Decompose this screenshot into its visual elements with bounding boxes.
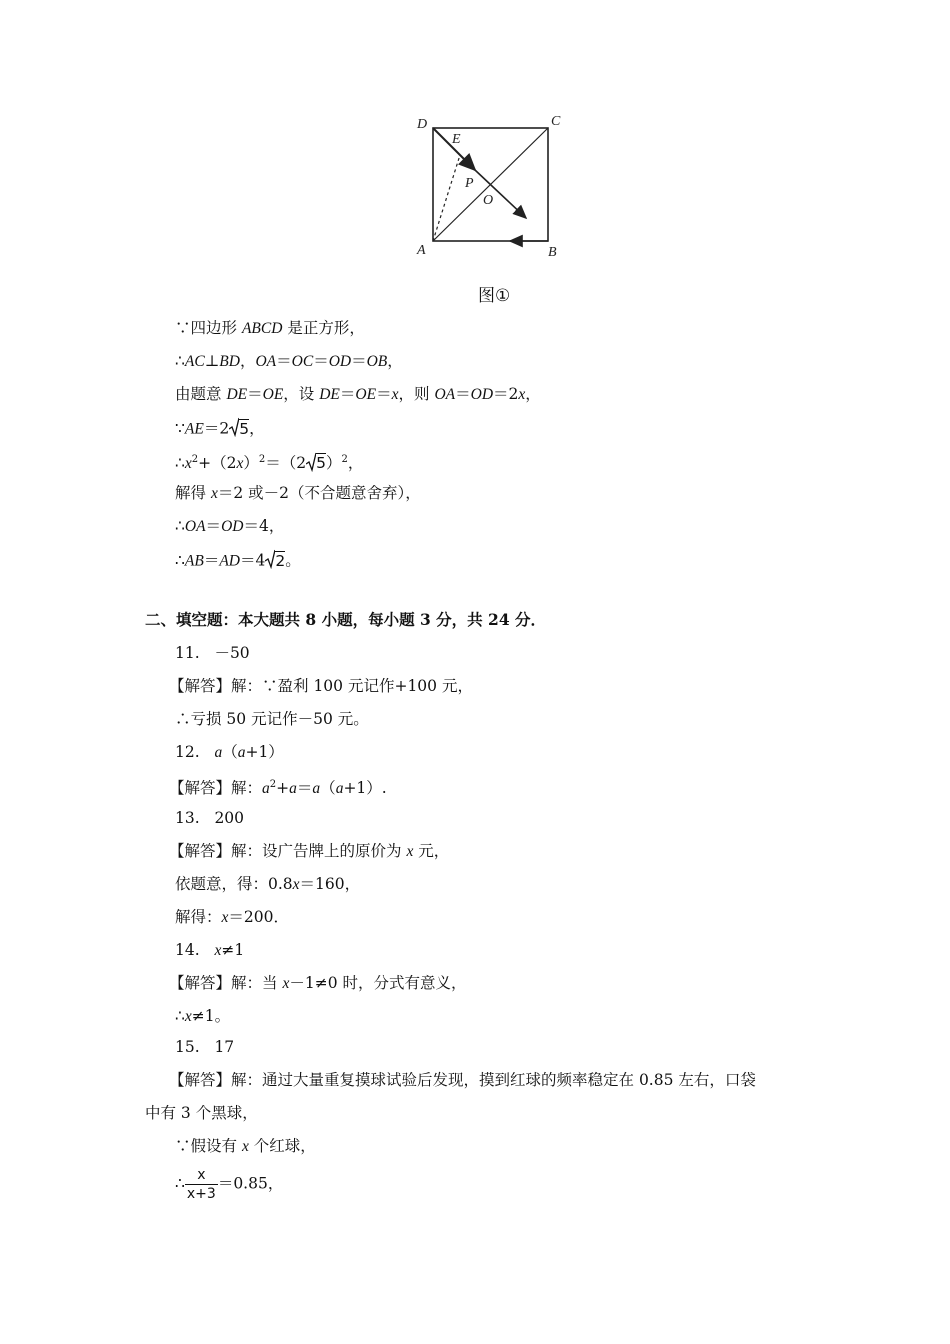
sqrt-sign-icon <box>265 549 275 574</box>
proof-line-5: $\therefore x^2+(2x)^2=(2$ 5）$^2$， <box>175 450 363 477</box>
q15-solution-1: 【解答】解：通过大量重复摸球试验后发现，摸到红球的频率稳定在 0.85 左右，口袋 <box>169 1071 756 1089</box>
q12-solution: 【解答】解：$a^2+a=a(a+1)$. <box>169 779 387 797</box>
q12-answer: 12. a（a+1） <box>175 743 284 761</box>
label-p: P <box>465 176 474 191</box>
q15-answer: 15. 17 <box>175 1038 235 1056</box>
figure-caption: 图① <box>478 286 511 306</box>
square-diagram <box>405 108 575 268</box>
q15-solution-2: ∵假设有 x 个红球， <box>175 1137 316 1155</box>
label-b: B <box>548 245 557 260</box>
proof-line-3: 由题意 DE＝OE，设 DE＝OE＝x，则 OA＝OD＝2x， <box>175 385 541 403</box>
label-e: E <box>452 132 461 147</box>
section-heading: 二、填空题：本大题共 8 小题，每小题 3 分，共 24 分． <box>145 610 547 629</box>
q13-solution-3: 解得：x＝200． <box>175 908 289 926</box>
square-figure <box>405 108 575 268</box>
q13-answer: 13. 200 <box>175 809 245 827</box>
q11-answer: 11. －50 <box>175 644 250 662</box>
proof-line-7: ∴OA＝OD＝4， <box>175 517 285 535</box>
q15-solution-3: ∴ $\frac{x}{x+3}$ ＝0.85， <box>175 1167 284 1202</box>
q14-solution-1: 【解答】解：当 x－1≠0 时，分式有意义， <box>169 974 467 992</box>
label-o: O <box>483 193 494 208</box>
q11-solution-2: ∴亏损 50 元记作－50 元。 <box>175 710 369 728</box>
proof-line-2: ∴AC⊥BD，OA＝OC＝OD＝OB， <box>175 352 403 370</box>
sqrt-sign-icon <box>229 417 239 442</box>
proof-line-8: ∴AB＝AD＝4 2。 <box>175 549 301 574</box>
label-c: C <box>551 114 561 129</box>
label-d: D <box>417 117 428 132</box>
q11-solution-1: 【解答】解：∵盈利 100 元记作+100 元， <box>169 677 473 695</box>
fraction: $\frac{x}{x+3}$ <box>186 1167 216 1202</box>
q14-solution-2: ∴x≠1。 <box>175 1007 231 1025</box>
q13-solution-2: 依题意，得：0.8x＝160， <box>175 875 361 893</box>
sqrt-sign-icon <box>306 452 316 477</box>
q13-solution-1: 【解答】解：设广告牌上的原价为 x 元， <box>169 842 450 860</box>
label-a: A <box>417 243 426 258</box>
proof-line-1: ∵四边形 ABCD 是正方形， <box>175 319 365 337</box>
proof-line-4: ∵AE＝2 5， <box>175 417 265 442</box>
proof-line-6: 解得 x＝2 或－2（不合题意舍弃）， <box>175 484 421 502</box>
q14-answer: 14. x≠1 <box>175 941 245 959</box>
q15-solution-1b: 中有 3 个黑球， <box>145 1104 258 1122</box>
